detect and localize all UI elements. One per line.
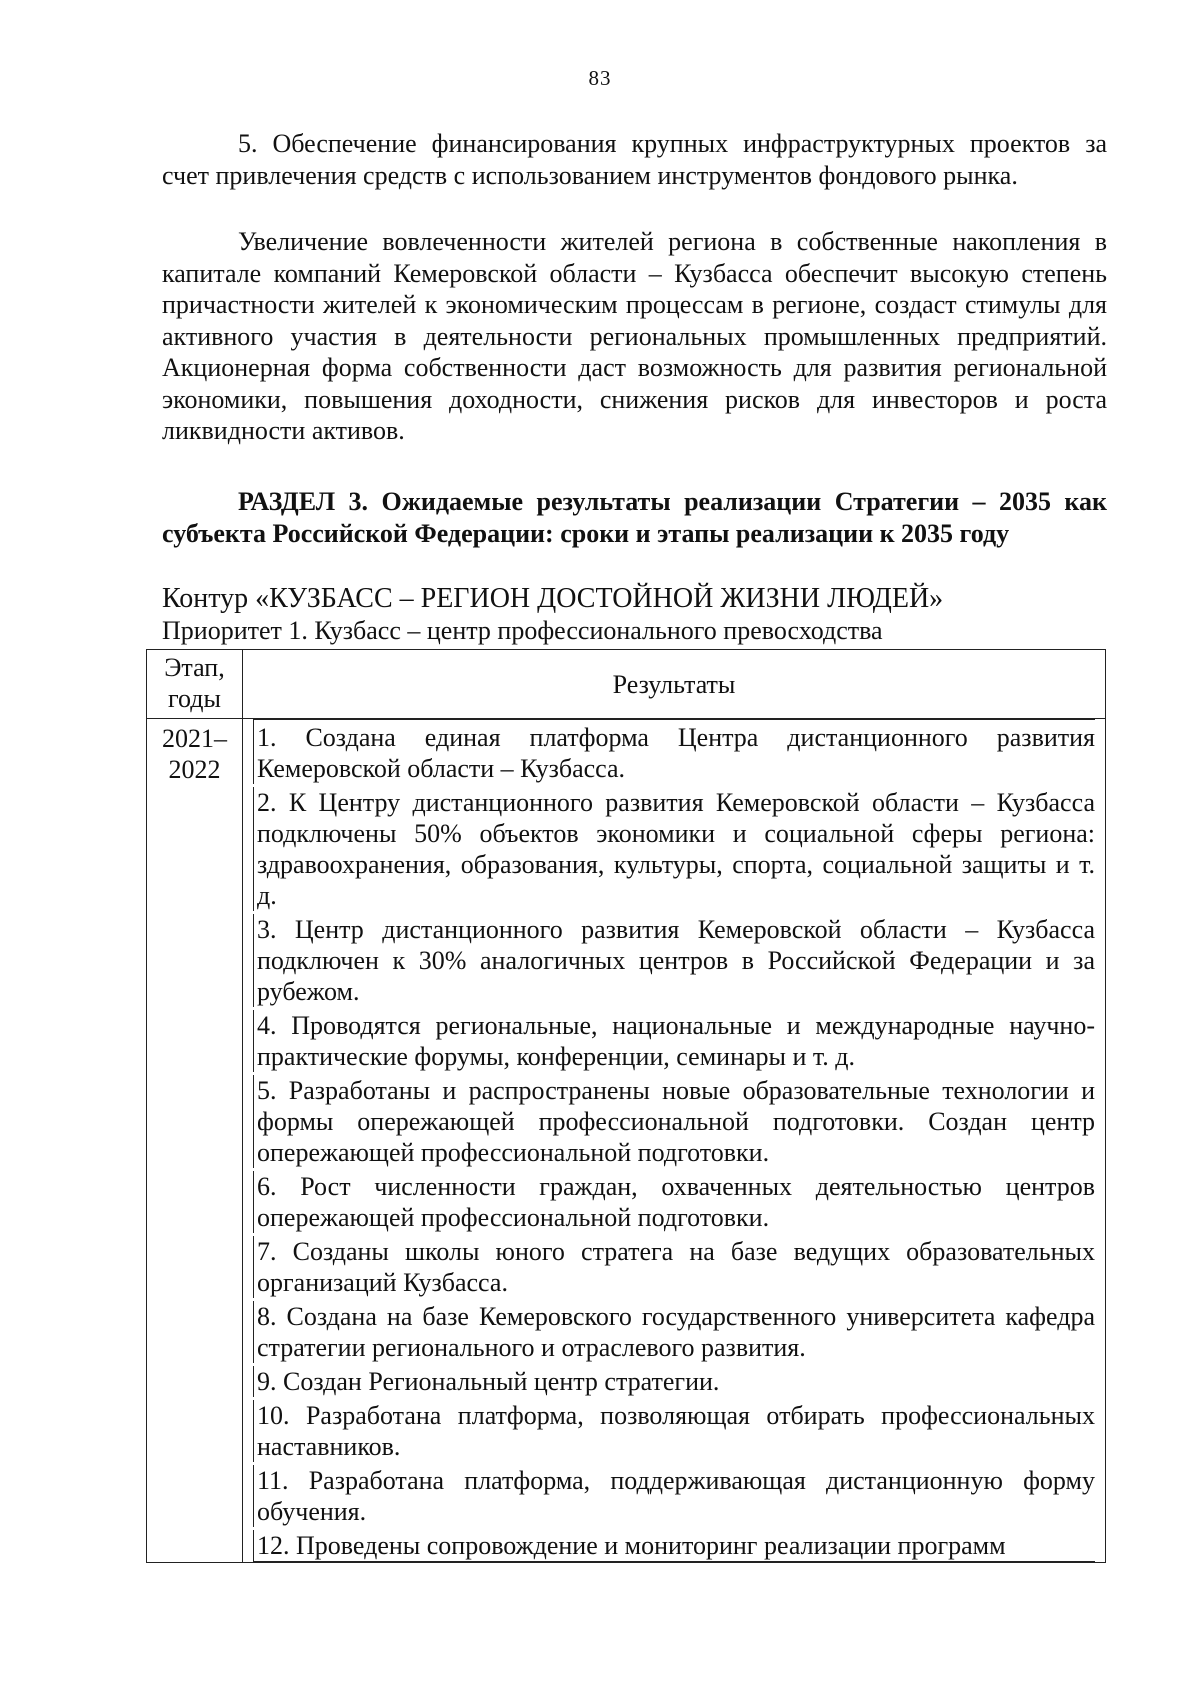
- result-item: 10. Разработана платформа, позволяющая отбирать профессиональных наставников.: [253, 1400, 1095, 1462]
- results-table: [146, 649, 1106, 1563]
- table-row: [147, 719, 1106, 1563]
- intro-item-5-text: 5. Обеспечение финансирования крупных инфраструктурных проектов за счет привлечения средств с использованием инструментов фондового рынка.: [162, 129, 1107, 190]
- result-item: 5. Разработаны и распространены новые образовательные технологии и формы опережающей профессиональной подготовки. Создан центр опережающей профессиональной подготовки.: [253, 1075, 1095, 1168]
- result-item: 4. Проводятся региональные, национальные и международные научно-практические форумы, конференции, семинары и т. д.: [253, 1010, 1095, 1072]
- contour-title: Контур «КУЗБАСС – РЕГИОН ДОСТОЙНОЙ ЖИЗНИ ЛЮДЕЙ»: [162, 583, 944, 614]
- results-cell: [243, 719, 1106, 1563]
- result-item: 9. Создан Региональный центр стратегии.: [253, 1366, 1095, 1397]
- result-item: 3. Центр дистанционного развития Кемеровской области – Кузбасса подключен к 30% аналогичных центров в Российской Федерации и за рубежом.: [253, 914, 1095, 1007]
- stage-column-header: Этап, годы: [147, 650, 243, 719]
- stage-cell: 2021– 2022: [147, 719, 243, 1563]
- table-header-row: [147, 650, 1106, 719]
- section-heading: РАЗДЕЛ 3. Ожидаемые результаты реализации Стратегии – 2035 как субъекта Российской Федерации: сроки и этапы реализации к 2035 году: [162, 487, 1107, 548]
- result-item: 11. Разработана платформа, поддерживающая дистанционную форму обучения.: [253, 1465, 1095, 1527]
- intro-item-5: [162, 128, 1107, 191]
- result-item: 6. Рост численности граждан, охваченных деятельностью центров опережающей профессиональной подготовки.: [253, 1171, 1095, 1233]
- intro-paragraph-text: Увеличение вовлеченности жителей региона в собственные накопления в капитале компаний Кемеровской области – Кузбасса обеспечит высокую степень причастности жителей к экономическим процессам в регионе, создаст стимулы для активного участия в деятельности региональных промышленных предприятий. Акционерная форма собственности даст возможность для развития региональной экономики, повышения доходности, снижения рисков для инвесторов и роста ликвидности активов.: [162, 227, 1107, 445]
- priority-title: Приоритет 1. Кузбасс – центр профессионального превосходства: [162, 616, 883, 645]
- intro-paragraph: [162, 226, 1107, 447]
- result-item: 8. Создана на базе Кемеровского государственного университета кафедра стратегии регионального и отраслевого развития.: [253, 1301, 1095, 1363]
- results-column-header: Результаты: [243, 650, 1106, 719]
- page-number: 83: [588, 66, 612, 90]
- result-item: 12. Проведены сопровождение и мониторинг реализации программ: [253, 1530, 1095, 1562]
- result-item: 2. К Центру дистанционного развития Кемеровской области – Кузбасса подключены 50% объектов экономики и социальной сферы региона: здравоохранения, образования, культуры, спорта, социальной защиты и т. д.: [253, 787, 1095, 911]
- result-item: 7. Созданы школы юного стратега на базе ведущих образовательных организаций Кузбасса.: [253, 1236, 1095, 1298]
- result-item: 1. Создана единая платформа Центра дистанционного развития Кемеровской области – Кузбасса.: [253, 719, 1095, 784]
